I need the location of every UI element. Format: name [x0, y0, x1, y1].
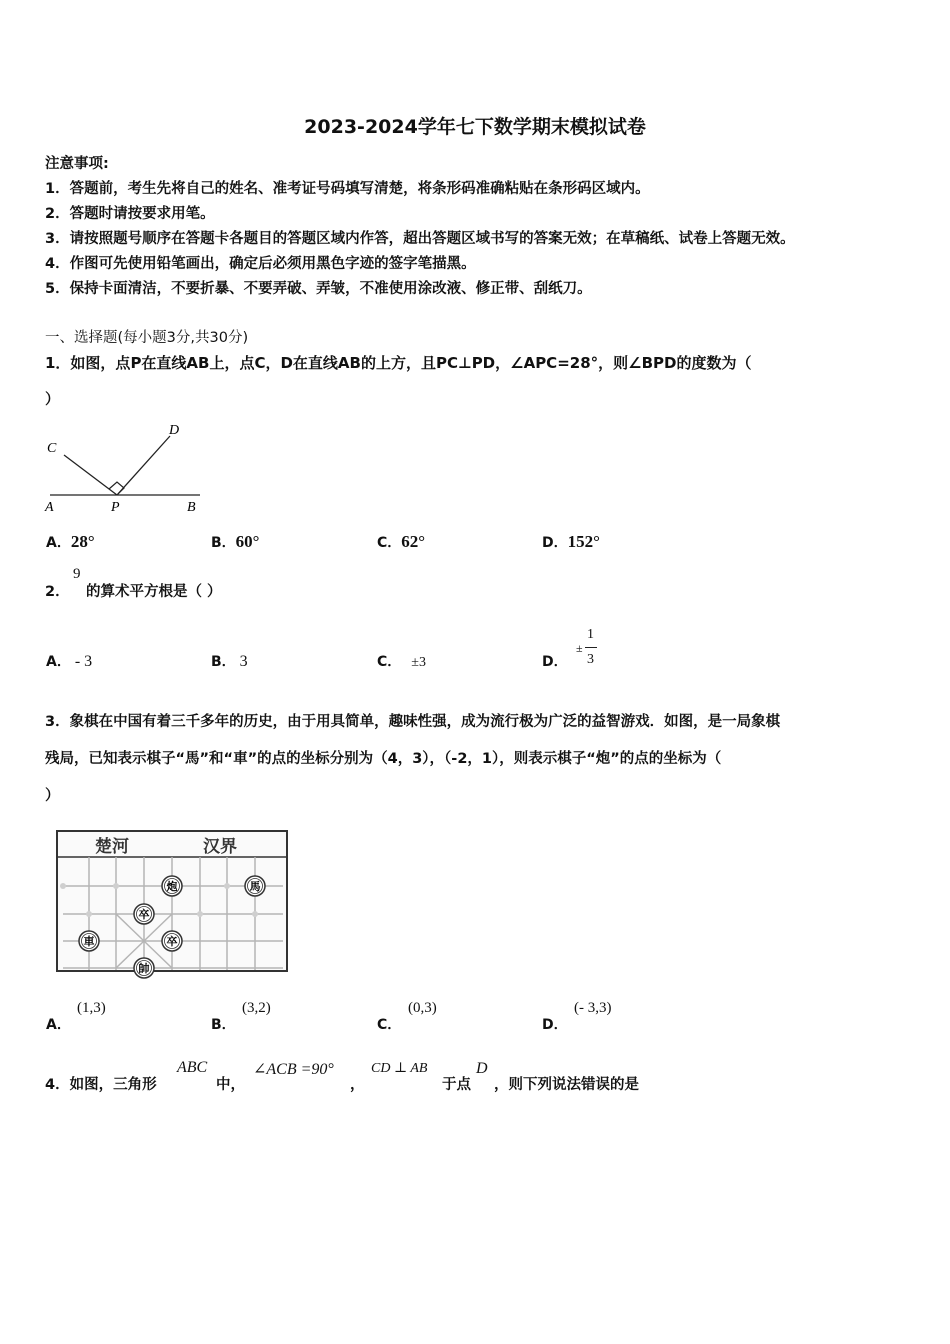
q3-stem-end: ）	[45, 788, 60, 804]
svg-text:卒: 卒	[166, 936, 178, 948]
chess-piece-ma	[245, 876, 265, 896]
q1-option-d: D．152°	[542, 532, 600, 551]
label-a: A	[45, 500, 54, 515]
chess-piece-ju	[79, 931, 99, 951]
q3-option-d-label: D．	[542, 1017, 568, 1033]
notice-item: 1．答题前，考生先将自己的姓名、准考证号码填写清楚，将条形码准确粘贴在条形码区域内。	[45, 181, 650, 197]
q3-option-b-label: B．	[211, 1017, 236, 1033]
q3-option-c-label: C．	[377, 1017, 402, 1033]
q3-option-a-value: (1,3)	[77, 1000, 106, 1016]
label-c: C	[47, 441, 57, 456]
label-p: P	[111, 500, 120, 515]
q1-stem: 1．如图，点P在直线AB上，点C，D在直线AB的上方，且PC⊥PD，∠APC=28°，则∠BPD的度数为（	[45, 354, 752, 372]
notice-item: 4．作图可先使用铅笔画出，确定后必须用黑色字迹的签字笔描黑。	[45, 256, 476, 272]
q3-stem: 残局，已知表示棋子“馬”和“車”的点的坐标分别为（4，3），（-2，1），则表示棋子“炮”的点的坐标为（	[45, 751, 722, 767]
svg-text:馬: 馬	[249, 881, 261, 893]
q4-triangle: ABC	[177, 1059, 208, 1076]
q4-stem: 4．如图，三角形	[45, 1077, 157, 1093]
notice-item: 5．保持卡面清洁，不要折暴、不要弄破、弄皱，不准使用涂改液、修正带、刮纸刀。	[45, 281, 592, 297]
q3-option-b-value: (3,2)	[242, 1000, 271, 1016]
q1-option-a: A．28°	[46, 532, 95, 551]
q4-point: D	[476, 1060, 488, 1077]
q1-stem-end: ）	[45, 392, 60, 408]
q2-stem: 的算术平方根是（ ）	[86, 584, 222, 600]
q2-number: 2．	[45, 584, 70, 600]
chess-piece-zu	[134, 904, 154, 924]
notice-heading: 注意事项:	[45, 156, 109, 172]
q2-option-d-label: D．	[542, 654, 568, 670]
q4-stem: ，则下列说法错误的是	[494, 1077, 639, 1093]
chess-piece-shuai	[134, 958, 154, 978]
q2-option-b: B． 3	[211, 653, 248, 670]
q2-option-d-num: 1	[587, 627, 594, 642]
label-d: D	[169, 423, 180, 438]
q3-option-a-label: A．	[46, 1017, 71, 1033]
chess-piece-pao	[162, 876, 182, 896]
q4-angle: ∠ACB =90°	[253, 1061, 334, 1078]
notice-item: 2．答题时请按要求用笔。	[45, 206, 215, 222]
q1-option-b: B．60°	[211, 532, 260, 551]
river-label-right: 汉界	[203, 837, 237, 856]
river-label-left: 楚河	[95, 837, 129, 856]
q3-stem: 3．象棋在中国有着三千多年的历史，由于用具简单，趣味性强，成为流行极为广泛的益智游戏．如图，是一局象棋	[45, 714, 781, 730]
chess-board-figure	[55, 830, 291, 980]
chess-piece-zu	[162, 931, 182, 951]
q3-option-d-value: (- 3,3)	[574, 1000, 612, 1016]
fraction-bar	[585, 647, 597, 648]
q4-stem: ，	[350, 1077, 365, 1093]
q4-stem: 中，	[216, 1077, 245, 1093]
q1-option-c: C．62°	[377, 532, 426, 551]
page-title: 2023-2024学年七下数学期末模拟试卷	[304, 116, 646, 138]
q4-perp: CD ⊥ AB	[371, 1061, 428, 1076]
svg-text:車: 車	[83, 936, 95, 948]
label-b: B	[187, 500, 196, 515]
q1-figure	[42, 418, 212, 518]
q2-option-a: A． - 3	[46, 653, 93, 670]
svg-text:卒: 卒	[138, 909, 150, 921]
svg-text:炮: 炮	[166, 881, 178, 893]
notice-item: 3．请按照题号顺序在答题卡各题目的答题区域内作答，超出答题区域书写的答案无效；在草稿纸、试卷上答题无效。	[45, 231, 795, 247]
q2-option-d-pm: ±	[576, 641, 583, 655]
q2-radicand: 9	[73, 566, 81, 582]
section-heading: 一、选择题(每小题3分,共30分)	[45, 330, 249, 346]
svg-text:帥: 帥	[138, 963, 150, 975]
q4-stem: 于点	[442, 1077, 471, 1093]
q2-option-d-den: 3	[587, 652, 594, 667]
q3-option-c-value: (0,3)	[408, 1000, 437, 1016]
q2-option-c: C． ±3	[377, 654, 426, 670]
